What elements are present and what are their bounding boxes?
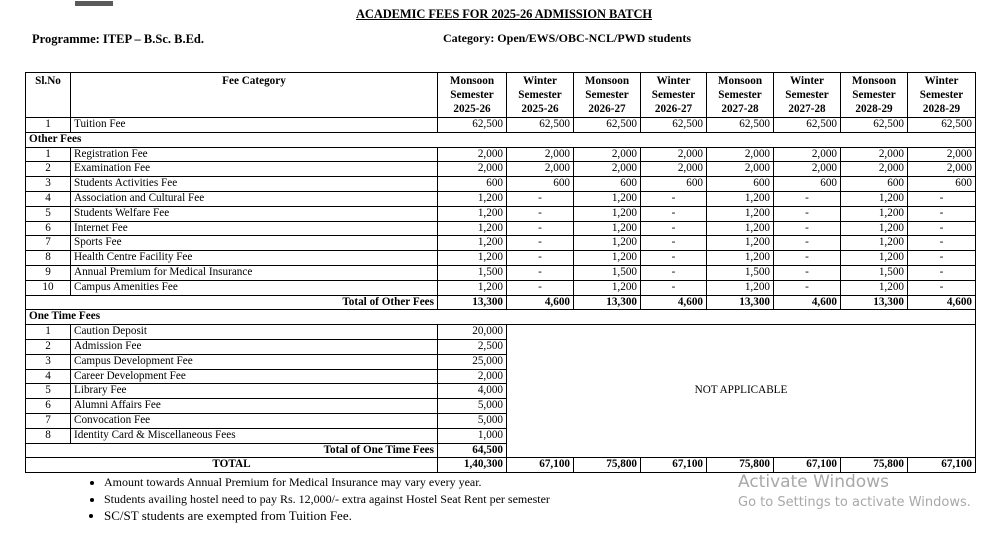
fee-name-cell: Examination Fee xyxy=(71,162,438,177)
amount-cell: 2,500 xyxy=(438,339,507,354)
amount-cell: - xyxy=(507,236,574,251)
one-time-fee-row xyxy=(26,325,976,340)
fee-name-cell: Identity Card & Miscellaneous Fees xyxy=(71,428,438,443)
fee-name-cell: Campus Development Fee xyxy=(71,354,438,369)
sem-line: Winter xyxy=(790,75,824,87)
header-semester xyxy=(507,73,574,118)
amount-cell: 1,200 xyxy=(707,280,774,295)
amount-cell: 600 xyxy=(841,177,908,192)
sl-cell: 3 xyxy=(26,354,71,369)
sem-line: 2025-26 xyxy=(453,103,491,115)
amount-cell: 1,200 xyxy=(438,221,507,236)
amount-cell: - xyxy=(641,251,707,266)
header-fee-category: Fee Category xyxy=(71,73,438,118)
amount-cell: 2,000 xyxy=(641,147,707,162)
amount-cell: - xyxy=(641,265,707,280)
fee-name-cell: Career Development Fee xyxy=(71,369,438,384)
sem-line: 2028-29 xyxy=(855,103,893,115)
amount-cell: 1,200 xyxy=(841,191,908,206)
amount-cell: 1,200 xyxy=(841,251,908,266)
fee-name-cell: Sports Fee xyxy=(71,236,438,251)
amount-cell: 1,200 xyxy=(841,221,908,236)
amount-cell: 2,000 xyxy=(841,162,908,177)
sl-cell: 1 xyxy=(26,147,71,162)
total-cell: 4,600 xyxy=(908,295,976,310)
amount-cell: 600 xyxy=(774,177,841,192)
sem-line: 2025-26 xyxy=(521,103,559,115)
amount-cell: 1,200 xyxy=(438,280,507,295)
fee-table xyxy=(25,72,976,473)
other-fee-row xyxy=(26,177,976,192)
other-fee-row xyxy=(26,191,976,206)
amount-cell: 1,200 xyxy=(438,236,507,251)
total-cell: 13,300 xyxy=(438,295,507,310)
total-cell: 13,300 xyxy=(841,295,908,310)
other-fee-row xyxy=(26,162,976,177)
sem-line: Monsoon xyxy=(851,75,897,87)
header-semester xyxy=(574,73,641,118)
grand-total-cell: 67,100 xyxy=(908,458,976,473)
amount-cell: 600 xyxy=(908,177,976,192)
sem-line: 2028-29 xyxy=(922,103,961,115)
sl-cell: 2 xyxy=(26,339,71,354)
institution-logo-strip xyxy=(75,1,113,6)
amount-cell: 2,000 xyxy=(507,162,574,177)
amount-cell: - xyxy=(507,206,574,221)
other-fee-row xyxy=(26,280,976,295)
amount-cell: - xyxy=(774,191,841,206)
total-cell: 64,500 xyxy=(438,443,507,458)
amount-cell: 1,200 xyxy=(707,221,774,236)
header-semester xyxy=(908,73,976,118)
amount-cell: 1,200 xyxy=(574,280,641,295)
amount-cell: 62,500 xyxy=(774,118,841,133)
total-cell: 4,600 xyxy=(774,295,841,310)
sl-cell: 5 xyxy=(26,384,71,399)
amount-cell: - xyxy=(774,221,841,236)
sl-cell: 9 xyxy=(26,265,71,280)
fee-name-cell: Association and Cultural Fee xyxy=(71,191,438,206)
sl-cell: 1 xyxy=(26,118,71,133)
amount-cell: 62,500 xyxy=(641,118,707,133)
sem-line: Winter xyxy=(924,75,959,87)
fee-name-cell: Convocation Fee xyxy=(71,413,438,428)
sl-cell: 2 xyxy=(26,162,71,177)
amount-cell: - xyxy=(507,280,574,295)
amount-cell: - xyxy=(908,206,976,221)
amount-cell: 62,500 xyxy=(707,118,774,133)
amount-cell: 1,200 xyxy=(707,206,774,221)
fee-name-cell: Caution Deposit xyxy=(71,325,438,340)
amount-cell: 1,200 xyxy=(574,191,641,206)
amount-cell: 62,500 xyxy=(438,118,507,133)
amount-cell: 1,200 xyxy=(574,251,641,266)
amount-cell: 2,000 xyxy=(908,147,976,162)
amount-cell: 2,000 xyxy=(774,147,841,162)
header-semester xyxy=(841,73,908,118)
amount-cell: 1,200 xyxy=(841,236,908,251)
sl-cell: 6 xyxy=(26,399,71,414)
sem-line: Semester xyxy=(718,89,762,101)
amount-cell: 1,200 xyxy=(438,251,507,266)
amount-cell: 1,200 xyxy=(438,206,507,221)
amount-cell: 1,200 xyxy=(438,191,507,206)
sem-line: 2026-27 xyxy=(654,103,693,115)
amount-cell: 1,200 xyxy=(707,251,774,266)
amount-cell: 2,000 xyxy=(574,147,641,162)
amount-cell: 2,000 xyxy=(438,162,507,177)
amount-cell: 20,000 xyxy=(438,325,507,340)
sl-cell: 6 xyxy=(26,221,71,236)
note-item: • SC/ST students are exempted from Tuition Fee. xyxy=(104,507,550,525)
sem-line: Monsoon xyxy=(449,75,495,87)
sem-line: Winter xyxy=(656,75,691,87)
amount-cell: - xyxy=(908,236,976,251)
amount-cell: 1,500 xyxy=(438,265,507,280)
other-fee-row xyxy=(26,265,976,280)
amount-cell: - xyxy=(507,221,574,236)
amount-cell: 1,200 xyxy=(574,206,641,221)
amount-cell: 600 xyxy=(507,177,574,192)
watermark-subtitle: Go to Settings to activate Windows. xyxy=(738,495,971,510)
amount-cell: 1,500 xyxy=(574,265,641,280)
sem-line: Semester xyxy=(919,89,964,101)
total-label: Total of One Time Fees xyxy=(26,443,438,458)
sem-line: Semester xyxy=(450,89,494,101)
amount-cell: 2,000 xyxy=(707,162,774,177)
section-heading: One Time Fees xyxy=(26,310,976,325)
total-cell: 13,300 xyxy=(707,295,774,310)
total-cell: 4,600 xyxy=(507,295,574,310)
amount-cell: 600 xyxy=(707,177,774,192)
amount-cell: - xyxy=(641,221,707,236)
other-fee-row xyxy=(26,221,976,236)
header-semester xyxy=(641,73,707,118)
other-fee-row xyxy=(26,236,976,251)
amount-cell: - xyxy=(641,191,707,206)
grand-total-cell: 67,100 xyxy=(641,458,707,473)
amount-cell: 1,200 xyxy=(841,206,908,221)
notes-list xyxy=(84,474,550,525)
amount-cell: 1,200 xyxy=(574,236,641,251)
section-heading: Other Fees xyxy=(26,132,976,147)
sem-line: Monsoon xyxy=(584,75,630,87)
amount-cell: - xyxy=(908,251,976,266)
sem-line: 2026-27 xyxy=(588,103,626,115)
sem-line: 2027-28 xyxy=(788,103,826,115)
amount-cell: 5,000 xyxy=(438,413,507,428)
grand-total-cell: 75,800 xyxy=(841,458,908,473)
sl-cell: 1 xyxy=(26,325,71,340)
amount-cell: - xyxy=(908,191,976,206)
header-slno: Sl.No xyxy=(26,73,71,118)
amount-cell: - xyxy=(774,236,841,251)
amount-cell: 1,200 xyxy=(707,191,774,206)
amount-cell: 62,500 xyxy=(574,118,641,133)
grand-total-cell: 67,100 xyxy=(774,458,841,473)
amount-cell: 2,000 xyxy=(641,162,707,177)
amount-cell: - xyxy=(507,251,574,266)
sem-line: Semester xyxy=(785,89,829,101)
amount-cell: - xyxy=(774,280,841,295)
other-fee-row xyxy=(26,206,976,221)
category-label: Category: Open/EWS/OBC-NCL/PWD students xyxy=(443,31,692,45)
programme-label: Programme: ITEP – B.Sc. B.Ed. xyxy=(32,32,204,46)
amount-cell: 2,000 xyxy=(774,162,841,177)
sl-cell: 3 xyxy=(26,177,71,192)
sl-cell: 8 xyxy=(26,251,71,266)
amount-cell: - xyxy=(774,206,841,221)
amount-cell: 600 xyxy=(641,177,707,192)
amount-cell: 2,000 xyxy=(507,147,574,162)
sem-line: Winter xyxy=(523,75,557,87)
other-fee-row xyxy=(26,147,976,162)
fee-name-cell: Students Activities Fee xyxy=(71,177,438,192)
amount-cell: 2,000 xyxy=(438,147,507,162)
header-semester xyxy=(774,73,841,118)
sl-cell: 7 xyxy=(26,236,71,251)
amount-cell: - xyxy=(774,251,841,266)
sem-line: 2027-28 xyxy=(721,103,759,115)
document-title-text: ACADEMIC FEES FOR 2025-26 ADMISSION BATCH xyxy=(355,7,653,21)
amount-cell: - xyxy=(507,191,574,206)
sem-line: Semester xyxy=(585,89,629,101)
amount-cell: 1,500 xyxy=(841,265,908,280)
amount-cell: 4,000 xyxy=(438,384,507,399)
fee-name-cell: Health Centre Facility Fee xyxy=(71,251,438,266)
amount-cell: 62,500 xyxy=(841,118,908,133)
amount-cell: 1,200 xyxy=(574,221,641,236)
amount-cell: 600 xyxy=(438,177,507,192)
watermark-title: Activate Windows xyxy=(738,472,889,492)
fee-name-cell: Alumni Affairs Fee xyxy=(71,399,438,414)
sl-cell: 4 xyxy=(26,369,71,384)
amount-cell: 2,000 xyxy=(707,147,774,162)
amount-cell: 600 xyxy=(574,177,641,192)
amount-cell: 2,000 xyxy=(841,147,908,162)
amount-cell: 2,000 xyxy=(908,162,976,177)
fee-name-cell: Internet Fee xyxy=(71,221,438,236)
amount-cell: 62,500 xyxy=(507,118,574,133)
amount-cell: 25,000 xyxy=(438,354,507,369)
header-semester xyxy=(707,73,774,118)
amount-cell: 5,000 xyxy=(438,399,507,414)
amount-cell: - xyxy=(507,265,574,280)
grand-total-cell: 75,800 xyxy=(574,458,641,473)
amount-cell: 62,500 xyxy=(908,118,976,133)
document-title xyxy=(0,7,1008,22)
sem-line: Semester xyxy=(651,89,696,101)
fee-name-cell: Tuition Fee xyxy=(71,118,438,133)
amount-cell: 2,000 xyxy=(438,369,507,384)
other-fees-total-row xyxy=(26,295,976,310)
amount-cell: 1,000 xyxy=(438,428,507,443)
amount-cell: - xyxy=(908,265,976,280)
grand-total-cell: 75,800 xyxy=(707,458,774,473)
sl-cell: 10 xyxy=(26,280,71,295)
other-fee-row xyxy=(26,251,976,266)
sl-cell: 7 xyxy=(26,413,71,428)
grand-total-cell: 67,100 xyxy=(507,458,574,473)
amount-cell: - xyxy=(641,206,707,221)
header-semester xyxy=(438,73,507,118)
fee-name-cell: Admission Fee xyxy=(71,339,438,354)
amount-cell: - xyxy=(774,265,841,280)
amount-cell: 1,200 xyxy=(841,280,908,295)
total-cell: 13,300 xyxy=(574,295,641,310)
fee-name-cell: Campus Amenities Fee xyxy=(71,280,438,295)
note-item: • Students availing hostel need to pay Rs. 12,000/- extra against Hostel Seat Rent per semester xyxy=(104,491,550,508)
header-row xyxy=(26,73,976,118)
fee-table-body xyxy=(26,118,976,473)
amount-cell: 2,000 xyxy=(574,162,641,177)
not-applicable-cell: NOT APPLICABLE xyxy=(507,325,976,458)
total-cell: 4,600 xyxy=(641,295,707,310)
sem-line: Monsoon xyxy=(717,75,763,87)
grand-total-label: TOTAL xyxy=(26,458,438,473)
amount-cell: - xyxy=(908,280,976,295)
note-item: • Amount towards Annual Premium for Medical Insurance may vary every year. xyxy=(104,474,550,491)
amount-cell: - xyxy=(908,221,976,236)
sl-cell: 8 xyxy=(26,428,71,443)
activate-windows-watermark xyxy=(738,471,971,513)
sl-cell: 4 xyxy=(26,191,71,206)
sl-cell: 5 xyxy=(26,206,71,221)
amount-cell: - xyxy=(641,236,707,251)
fee-name-cell: Students Welfare Fee xyxy=(71,206,438,221)
tuition-row xyxy=(26,118,976,133)
amount-cell: 1,200 xyxy=(707,236,774,251)
total-label: Total of Other Fees xyxy=(26,295,438,310)
fee-name-cell: Annual Premium for Medical Insurance xyxy=(71,265,438,280)
one-time-fees-section-row xyxy=(26,310,976,325)
grand-total-cell: 1,40,300 xyxy=(438,458,507,473)
other-fees-section-row xyxy=(26,132,976,147)
sem-line: Semester xyxy=(518,89,562,101)
amount-cell: - xyxy=(641,280,707,295)
amount-cell: 1,500 xyxy=(707,265,774,280)
sem-line: Semester xyxy=(852,89,896,101)
fee-name-cell: Library Fee xyxy=(71,384,438,399)
fee-name-cell: Registration Fee xyxy=(71,147,438,162)
